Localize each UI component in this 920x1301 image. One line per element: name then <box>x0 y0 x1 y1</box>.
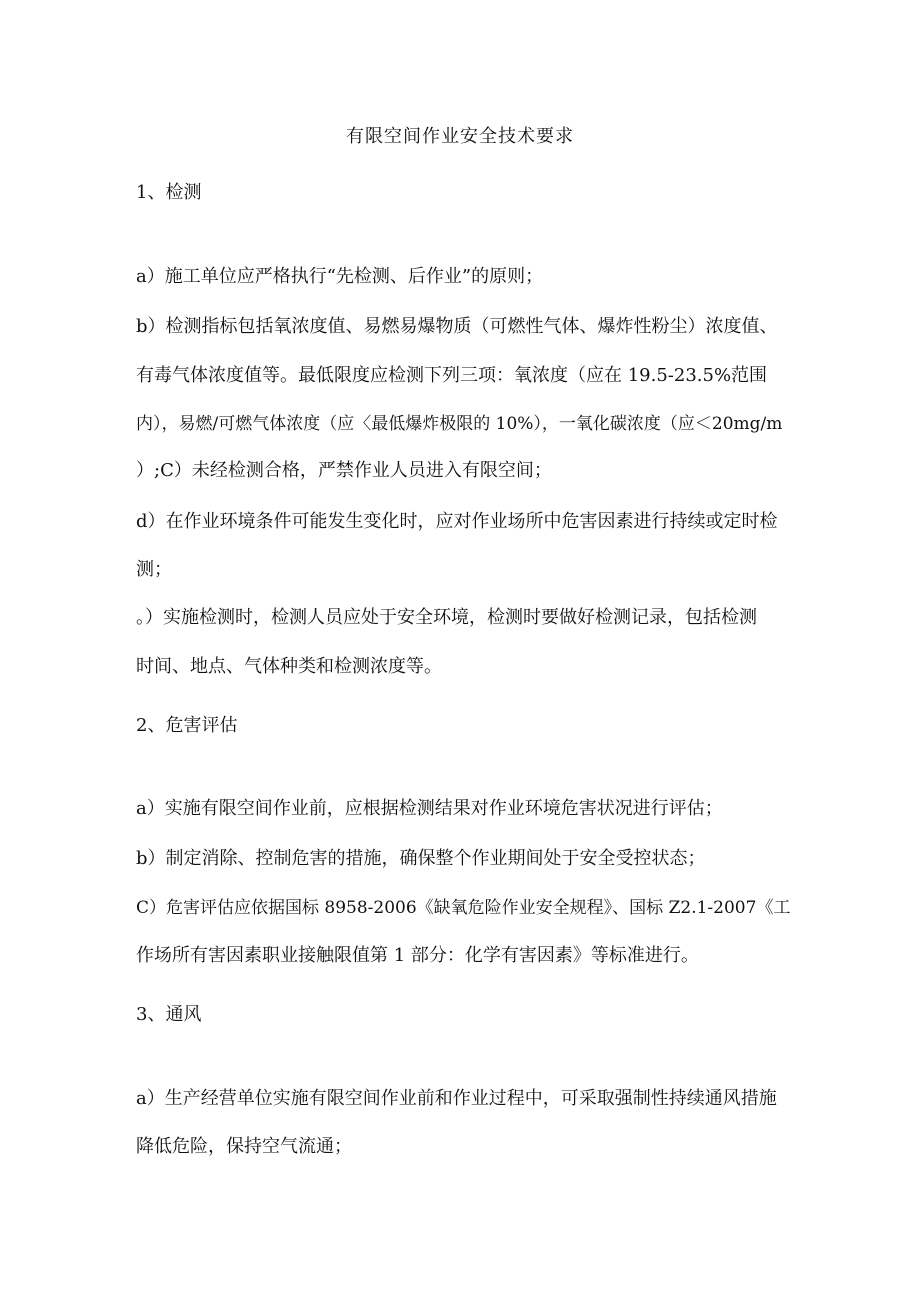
paragraph-line: ）;C）未经检测合格，严禁作业人员进入有限空间； <box>136 460 552 481</box>
paragraph-line: 内），易燃/可燃气体浓度（应〈最低爆炸极限的 10%），一氧化碳浓度（应＜20mg∕m <box>136 414 783 434</box>
paragraph-line: 作场所有害因素职业接触限值第 1 部分：化学有害因素》等标准进行。 <box>136 945 699 966</box>
paragraph-line: a）生产经营单位实施有限空间作业前和作业过程中，可采取强制性持续通风措施 <box>136 1088 777 1109</box>
section-heading-hazard-assessment: 2、危害评估 <box>136 715 238 736</box>
paragraph-line: b）制定消除、控制危害的措施，确保整个作业期间处于安全受控状态； <box>136 848 706 869</box>
document-title: 有限空间作业安全技术要求 <box>346 126 574 147</box>
paragraph-line: b）检测指标包括氧浓度值、易燃易爆物质（可燃性气体、爆炸性粉尘）浓度值、 <box>136 316 778 337</box>
paragraph-line: 有毒气体浓度值等。最低限度应检测下列三项：氧浓度（应在 19.5-23.5%范围 <box>136 365 768 386</box>
paragraph-line: 降低危险，保持空气流通； <box>136 1136 352 1157</box>
paragraph-line: d）在作业环境条件可能发生变化时，应对作业场所中危害因素进行持续或定时检 <box>136 511 778 532</box>
section-heading-ventilation: 3、通风 <box>136 1004 202 1025</box>
paragraph-line: C）危害评估应依据国标 8958-2006《缺氧危险作业安全规程》、国标 Z2.1-2007《工 <box>136 898 791 918</box>
section-heading-detection: 1、检测 <box>136 182 202 203</box>
paragraph-line: 。）实施检测时，检测人员应处于安全环境，检测时要做好检测记录，包括检测 <box>136 607 757 628</box>
paragraph-line: a）实施有限空间作业前，应根据检测结果对作业环境危害状况进行评估； <box>136 798 723 819</box>
paragraph-line: 时间、地点、气体种类和检测浓度等。 <box>136 656 442 677</box>
paragraph-line: 测； <box>136 559 172 580</box>
paragraph-line: a）施工单位应严格执行“先检测、后作业”的原则； <box>136 266 544 287</box>
